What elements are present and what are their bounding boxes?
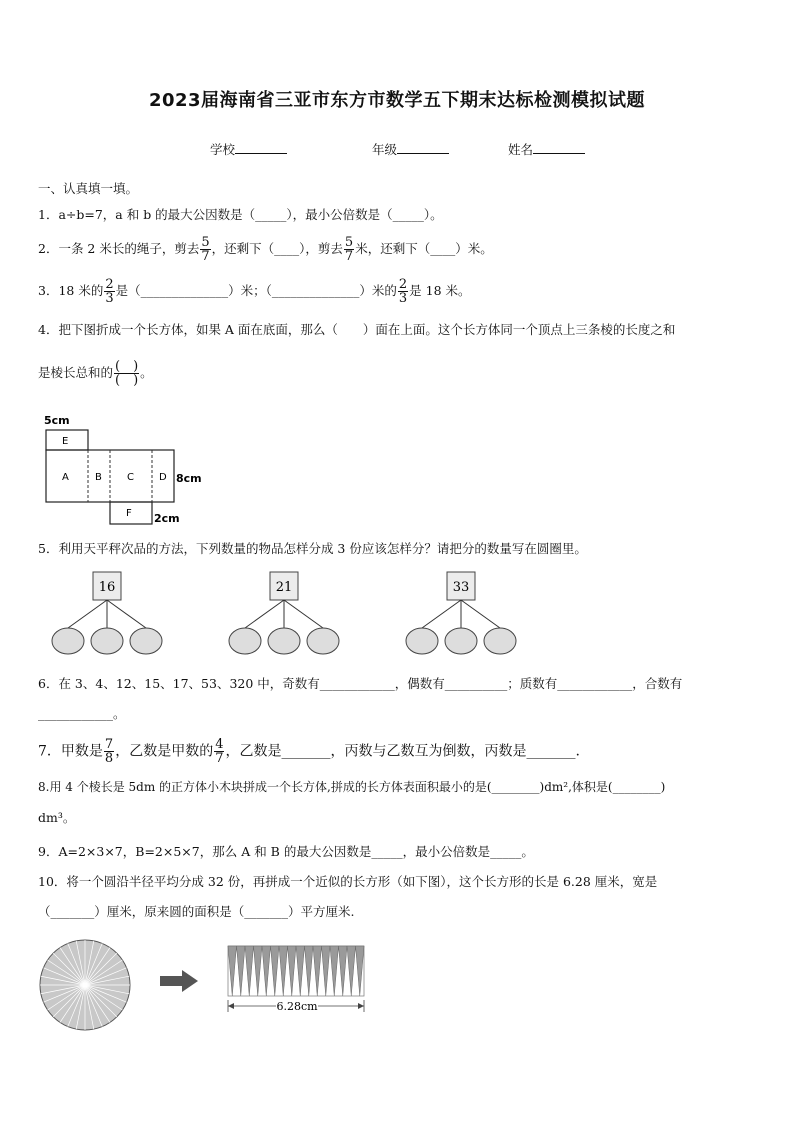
page-title: 2023届海南省三亚市东方市数学五下期末达标检测模拟试题	[148, 90, 646, 111]
fraction-5-7-b: $\frac{5}{7}$	[344, 235, 354, 264]
question-3: 3．18 米的 $\frac{2}{3}$ 是（______________）米；（______________）米的 $\frac{2}{3}$ 是 18 米。	[38, 277, 471, 306]
tree-33-number: 33	[452, 580, 470, 595]
school-label: 学校	[210, 142, 236, 157]
tree-33-circle-2[interactable]	[445, 628, 477, 654]
tree-21	[229, 572, 339, 654]
fraction-5-7: $\frac{5}{7}$	[201, 235, 210, 264]
tree-21-circle-3[interactable]	[307, 628, 339, 654]
question-8-line1: 8.用 4 个棱长是 5dm 的正方体小木块拼成一个长方体,拼成的长方体表面积最小的是(________)dm²,体积是(________)	[38, 780, 666, 794]
question-8-line2: dm³。	[38, 810, 76, 825]
fraction-2-3: $\frac{2}{3}$	[105, 277, 114, 306]
tree-21-number: 21	[275, 580, 293, 595]
grade-label: 年级	[372, 142, 398, 157]
measure-label: 6.28cm	[276, 1000, 318, 1013]
tree-33-circle-3[interactable]	[484, 628, 516, 654]
question-6-line1: 6．在 3、4、12、15、17、53、320 中，奇数有____________，偶数有__________；质数有____________，合数有	[38, 676, 683, 691]
fraction-blank[interactable]: $\frac{( )}{( )}$	[115, 359, 139, 388]
question-10-line2: （_______）厘米，原来圆的面积是（_______）平方厘米.	[38, 904, 355, 919]
net-label-8cm: 8cm	[176, 472, 202, 485]
name-blank[interactable]	[533, 141, 585, 154]
question-4-line2: 是棱长总和的 $\frac{( )}{( )}$ 。	[38, 359, 153, 388]
school-field	[210, 140, 287, 158]
question-9: 9．A=2×3×7，B=2×5×7，那么 A 和 B 的最大公因数是_____，最小公倍数是_____。	[38, 844, 534, 859]
question-5: 5．利用天平秤次品的方法，下列数量的物品怎样分成 3 份应该怎样分？请把分的数量写在圆圈里。	[38, 541, 587, 556]
name-field	[508, 140, 585, 158]
school-blank[interactable]	[235, 141, 287, 154]
section-heading: 一、认真填一填。	[38, 181, 139, 196]
fraction-7-8: $\frac{7}{8}$	[104, 737, 114, 766]
question-1: 1．a÷b=7，a 和 b 的最大公因数是（_____），最小公倍数是（_____）。	[38, 207, 443, 222]
sector-circle	[40, 940, 130, 1030]
tree-16-circle-3[interactable]	[130, 628, 162, 654]
net-face-d: D	[159, 472, 167, 483]
cuboid-net-figure	[38, 412, 218, 528]
net-face-f: F	[126, 508, 132, 519]
question-2: 2．一条 2 米长的绳子，剪去 $\frac{5}{7}$ ，还剩下（____），剪去 $\frac{5}{7}$ 米，还剩下（____）米。	[38, 235, 493, 264]
net-face-e-label: E	[62, 436, 69, 447]
rearranged-rectangle	[228, 946, 364, 996]
tree-16-circle-2[interactable]	[91, 628, 123, 654]
net-label-2cm: 2cm	[154, 512, 180, 525]
fraction-4-7: $\frac{4}{7}$	[215, 737, 224, 766]
tree-16	[52, 572, 162, 654]
tree-16-circle-1[interactable]	[52, 628, 84, 654]
grade-blank[interactable]	[397, 141, 449, 154]
tree-21-circle-2[interactable]	[268, 628, 300, 654]
tree-33	[406, 572, 516, 654]
tree-33-circle-1[interactable]	[406, 628, 438, 654]
question-4-line1: 4．把下图折成一个长方体，如果 A 面在底面，那么（ ）面在上面。这个长方体同一个顶点上三条棱的长度之和	[38, 322, 676, 337]
name-label: 姓名	[508, 142, 534, 157]
grade-field	[372, 140, 449, 158]
tree-16-number: 16	[98, 580, 116, 595]
fraction-2-3-b: $\frac{2}{3}$	[398, 277, 408, 306]
net-face-c: C	[127, 472, 134, 483]
arrow-right-icon	[160, 970, 198, 992]
circle-to-rectangle-figure	[38, 938, 368, 1038]
question-6-line2: ____________。	[38, 706, 126, 721]
tree-21-circle-1[interactable]	[229, 628, 261, 654]
question-7: 7．甲数是 $\frac{7}{8}$ ，乙数是甲数的 $\frac{4}{7}$ ，乙数是_______，丙数与乙数互为倒数，丙数是_______.	[38, 737, 580, 766]
measure-line	[228, 999, 364, 1013]
net-face-a: A	[62, 472, 69, 483]
net-face-b: B	[95, 472, 102, 483]
question-10-line1: 10．将一个圆沿半径平均分成 32 份，再拼成一个近似的长方形（如下图），这个长方形的长是 6.28 厘米，宽是	[38, 874, 658, 889]
weighing-trees	[38, 566, 528, 662]
net-label-5cm: 5cm	[44, 414, 70, 427]
